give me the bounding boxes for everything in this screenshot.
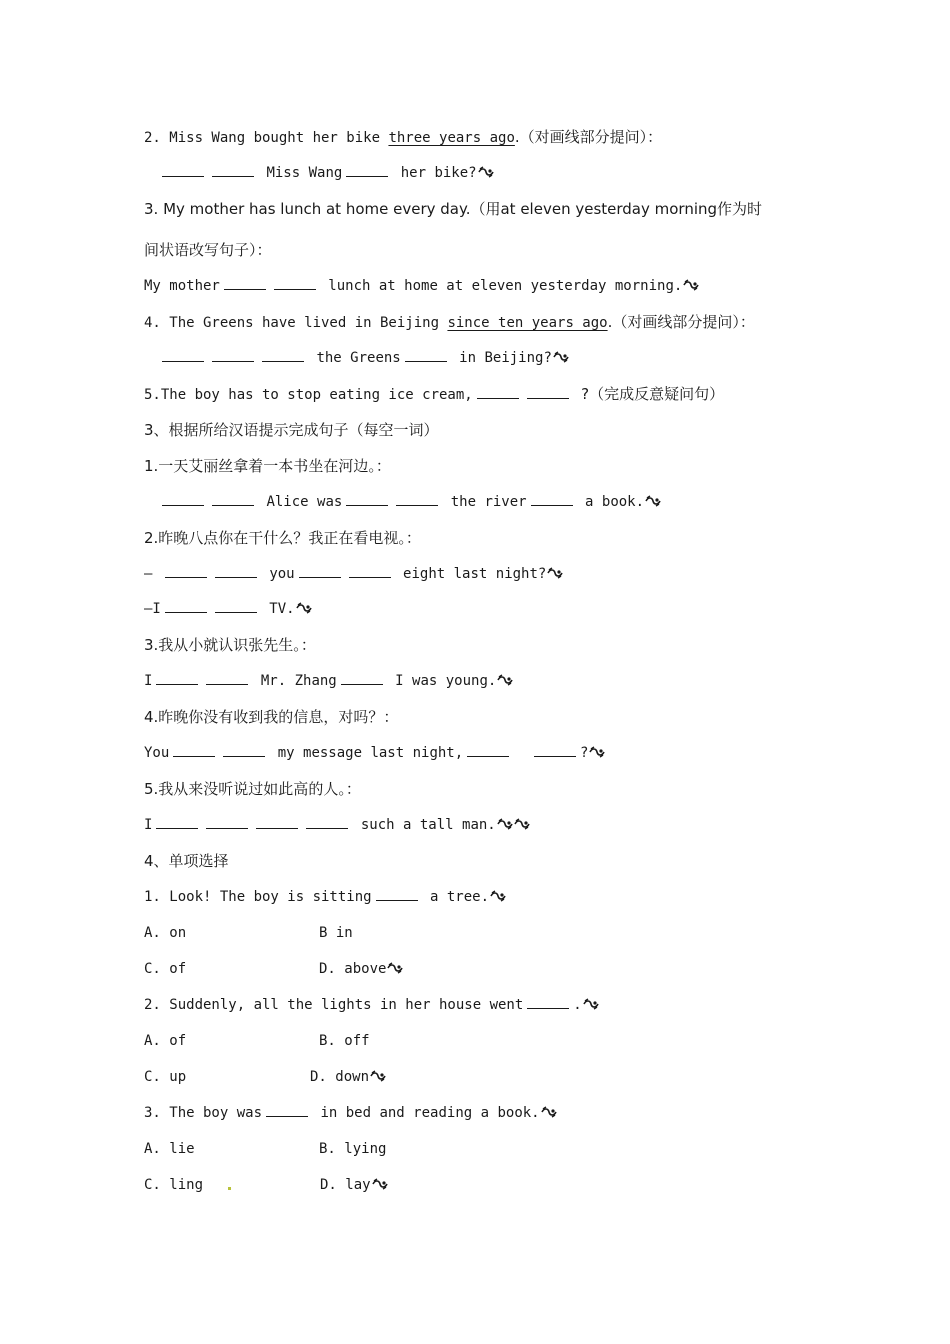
question-5-line: 5.The boy has to stop eating ice cream, ?（完成反意疑问句） [144,385,725,403]
blank[interactable] [299,565,341,578]
return-mark-icon [490,890,506,902]
s3-item-2-answer-b: —I TV. [144,599,312,619]
s3-item-1-prompt: 1.一天艾丽丝拿着一本书坐在河边。： [144,457,391,475]
return-mark-icon [683,279,699,291]
blank[interactable] [256,816,298,829]
blank[interactable] [173,744,215,757]
return-mark-icon [370,1070,386,1082]
return-mark-icon [296,602,312,614]
blank[interactable] [349,565,391,578]
mc-q1-option-a[interactable]: A. on [144,925,187,941]
blank[interactable] [212,349,254,362]
s3-item-5-prompt: 5.我从来没听说过如此高的人。： [144,780,361,798]
question-2-line: 2. Miss Wang bought her bike three years ago.（对画线部分提问）： [144,128,663,146]
blank[interactable] [212,164,254,177]
s3-item-4-prompt: 4.昨晚你没有收到我的信息，对吗？： [144,708,399,726]
blank[interactable] [262,349,304,362]
blank[interactable] [156,816,198,829]
blank[interactable] [165,600,207,613]
mc-q1-option-b[interactable]: B in [319,925,353,941]
s3-item-2-answer-a: — you eight last night? [144,564,563,584]
blank[interactable] [162,164,204,177]
mc-q2-option-d[interactable]: D. down [310,1067,386,1087]
s3-item-4-answer: You my message last night, ? [144,743,605,763]
blank[interactable] [215,600,257,613]
question-2-answer: Miss Wang her bike? [158,163,494,183]
return-mark-icon [478,166,494,178]
stray-dot [228,1187,231,1190]
return-mark-icon [514,818,530,830]
s3-item-5-answer: I such a tall man. [144,815,530,835]
blank[interactable] [346,493,388,506]
blank[interactable] [212,493,254,506]
blank[interactable] [156,672,198,685]
mc-question-2: 2. Suddenly, all the lights in her house went . [144,995,599,1015]
blank[interactable] [534,744,576,757]
blank[interactable] [215,565,257,578]
question-4-line: 4. The Greens have lived in Beijing since ten years ago.（对画线部分提问）： [144,313,755,331]
question-3-answer: My mother lunch at home at eleven yesterday morning. [144,276,699,296]
return-mark-icon [387,962,403,974]
question-4-answer: the Greens in Beijing? [158,348,569,368]
blank[interactable] [467,744,509,757]
return-mark-icon [372,1178,388,1190]
mc-q3-option-b[interactable]: B. lying [319,1141,387,1157]
s3-item-3-prompt: 3.我从小就认识张先生。： [144,636,316,654]
blank[interactable] [477,386,519,399]
return-mark-icon [645,495,661,507]
blank[interactable] [346,164,388,177]
blank[interactable] [396,493,438,506]
mc-q2-option-c[interactable]: C. up [144,1069,187,1085]
s3-item-2-prompt: 2.昨晚八点你在干什么？我正在看电视。： [144,529,421,547]
underlined-phrase: since ten years ago [447,315,608,331]
blank[interactable] [405,349,447,362]
return-mark-icon [589,746,605,758]
return-mark-icon [497,674,513,686]
question-3-line: 3. My mother has lunch at home every day.（用at eleven yesterday morning作为时 [144,200,763,218]
blank[interactable] [206,816,248,829]
blank[interactable] [162,349,204,362]
mc-q2-option-b[interactable]: B. off [319,1033,370,1049]
blank[interactable] [527,996,569,1009]
section-4-heading: 4、单项选择 [144,852,229,870]
blank[interactable] [165,565,207,578]
mc-question-3: 3. The boy was in bed and reading a book. [144,1103,557,1123]
mc-q1-option-c[interactable]: C. of [144,961,187,977]
return-mark-icon [553,351,569,363]
s3-item-1-answer: Alice was the river a book. [158,492,661,512]
blank[interactable] [224,277,266,290]
mc-q2-option-a[interactable]: A. of [144,1033,187,1049]
section-3-heading: 3、根据所给汉语提示完成句子（每空一词） [144,421,439,439]
blank[interactable] [223,744,265,757]
return-mark-icon [497,818,513,830]
mc-q3-option-d[interactable]: D. lay [320,1175,388,1195]
blank[interactable] [206,672,248,685]
blank[interactable] [306,816,348,829]
return-mark-icon [541,1106,557,1118]
return-mark-icon [547,567,563,579]
blank[interactable] [266,1104,308,1117]
s3-item-3-answer: I Mr. Zhang I was young. [144,671,513,691]
blank[interactable] [527,386,569,399]
blank[interactable] [341,672,383,685]
blank[interactable] [376,888,418,901]
mc-q3-option-c[interactable]: C. ling [144,1177,204,1193]
mc-q1-option-d[interactable]: D. above [319,959,403,979]
blank[interactable] [274,277,316,290]
question-3-line2: 间状语改写句子）： [144,241,272,259]
blank[interactable] [531,493,573,506]
mc-question-1: 1. Look! The boy is sitting a tree. [144,887,506,907]
mc-q3-option-a[interactable]: A. lie [144,1141,195,1157]
blank[interactable] [162,493,204,506]
return-mark-icon [583,998,599,1010]
underlined-phrase: three years ago [388,130,515,146]
